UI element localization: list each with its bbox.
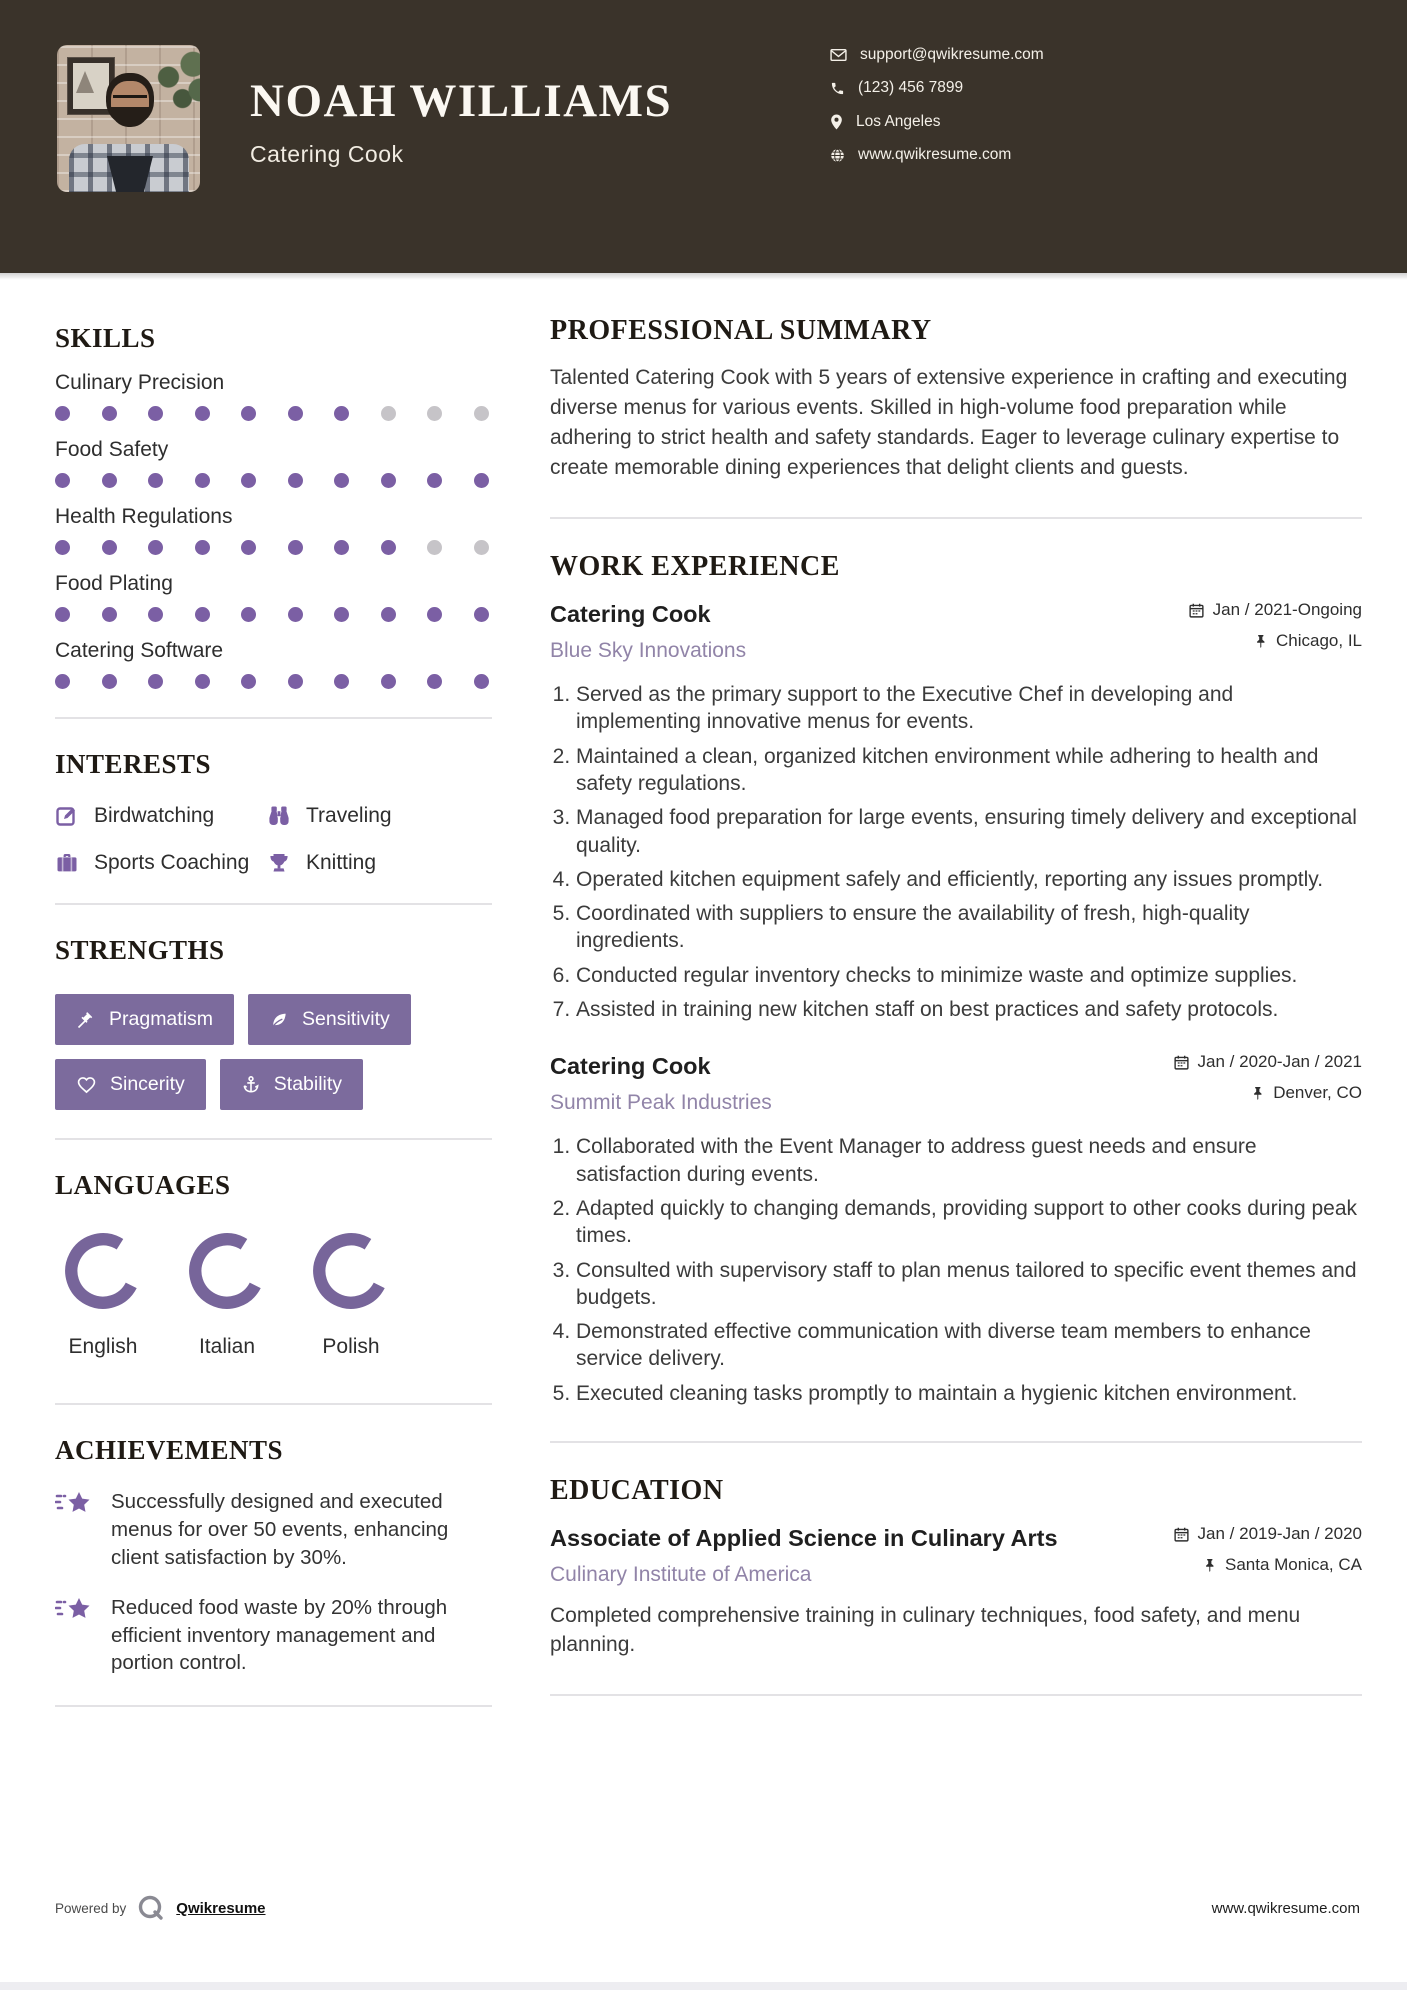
- skill-rating-dots: [55, 473, 492, 488]
- heart-icon: [76, 1075, 97, 1095]
- skill-item: Food Safety: [55, 438, 492, 488]
- job-bullet: 2. Maintained a clean, organized kitchen environment while adhering to health and safety regulations.: [576, 743, 1362, 798]
- interests-heading: INTERESTS: [55, 749, 212, 779]
- job-entry: Catering Cook Summit Peak Industries Jan / 2020-Jan / 2021 Denver, CO 1. Collaborated with the Event Manager to address guest needs and ensure satisfaction during events. 2. Adapted quickly to changing demands, providing support to other cooks during peak times. 3. Consulted with supervisory staff to plan menus tailored to specific event themes and budgets. 4. Demonstrated effective communication with diverse team members to enhance service delivery. 5. Executed cleaning tasks promptly to maintain a hygienic kitchen environment.: [550, 1053, 1362, 1407]
- education-description: Completed comprehensive training in culinary techniques, food safety, and menu planning.: [550, 1604, 1301, 1657]
- leaf-icon: [269, 1010, 289, 1030]
- shooting-star-icon: [55, 1596, 95, 1630]
- job-location: Chicago, IL: [1189, 632, 1362, 650]
- pushpin-icon: [1203, 1558, 1216, 1573]
- divider: [55, 1138, 492, 1140]
- job-bullet: 5. Coordinated with suppliers to ensure the availability of fresh, high-quality ingredients.: [576, 900, 1362, 955]
- skill-item: Health Regulations: [55, 505, 492, 555]
- footer-website[interactable]: www.qwikresume.com: [1211, 1899, 1360, 1917]
- divider: [55, 903, 492, 905]
- language-ring: [307, 1227, 395, 1315]
- interest-item: Birdwatching: [55, 804, 267, 828]
- skill-rating-dots: [55, 607, 492, 622]
- experience-heading: WORK EXPERIENCE: [550, 551, 840, 583]
- strengths-list: [55, 994, 492, 1110]
- achievement-item: Successfully designed and executed menus for over 50 events, enhancing client satisfaction by 30%.: [55, 1488, 492, 1572]
- job-bullet: 7. Assisted in training new kitchen staff on best practices and safety protocols.: [576, 996, 1362, 1023]
- globe-icon: [830, 148, 845, 163]
- phone-icon: [830, 81, 845, 96]
- language-item: English: [55, 1227, 151, 1359]
- calendar-icon: [1174, 1055, 1189, 1070]
- profile-photo: [57, 45, 200, 192]
- achievements-heading: ACHIEVEMENTS: [55, 1435, 284, 1465]
- header: [0, 0, 1407, 273]
- education-date: Jan / 2019-Jan / 2020: [1174, 1525, 1362, 1543]
- interests-list: [55, 804, 492, 875]
- location-icon: [830, 114, 843, 130]
- anchor-icon: [241, 1075, 261, 1095]
- strengths-heading: STRENGTHS: [55, 935, 225, 965]
- sidebar: [55, 273, 492, 1707]
- qwikresume-logo: [136, 1893, 166, 1923]
- job-bullet: 3. Consulted with supervisory staff to plan menus tailored to specific event themes and budgets.: [576, 1257, 1362, 1312]
- language-ring: [183, 1227, 271, 1315]
- language-item: Polish: [303, 1227, 399, 1359]
- contact-list: [830, 44, 1044, 178]
- job-location: Denver, CO: [1174, 1084, 1362, 1102]
- institution: Culinary Institute of America: [550, 1563, 812, 1586]
- divider: [55, 1705, 492, 1707]
- binoculars-icon: [267, 804, 291, 828]
- job-date: Jan / 2020-Jan / 2021: [1174, 1053, 1362, 1071]
- skill-rating-dots: [55, 406, 492, 421]
- strength-tag: Sensitivity: [248, 994, 411, 1045]
- contact-phone: (123) 456 7899: [830, 78, 1044, 99]
- education-entry: [550, 1525, 1362, 1660]
- strength-tag: Pragmatism: [55, 994, 234, 1045]
- skill-item: Food Plating: [55, 572, 492, 622]
- job-title: Catering Cook: [250, 141, 404, 167]
- degree-title: Associate of Applied Science in Culinary Arts: [550, 1525, 1058, 1551]
- skill-rating-dots: [55, 540, 492, 555]
- divider: [55, 1403, 492, 1405]
- contact-location: Los Angeles: [830, 111, 1044, 132]
- skill-item: Culinary Precision: [55, 371, 492, 421]
- job-bullet: 4. Operated kitchen equipment safely and efficiently, reporting any issues promptly.: [576, 866, 1362, 893]
- skill-item: Catering Software: [55, 639, 492, 689]
- job-bullet: 5. Executed cleaning tasks promptly to maintain a hygienic kitchen environment.: [576, 1380, 1362, 1407]
- job-bullet: 3. Managed food preparation for large events, ensuring timely delivery and exceptional quality.: [576, 804, 1362, 859]
- briefcase-icon: [55, 851, 79, 875]
- summary-heading: PROFESSIONAL SUMMARY: [550, 315, 932, 346]
- pushpin-icon: [1251, 1086, 1264, 1101]
- divider: [550, 1441, 1362, 1443]
- skill-rating-dots: [55, 674, 492, 689]
- job-bullet-list: [550, 681, 1362, 1023]
- pushpin-icon: [1254, 634, 1267, 649]
- contact-website[interactable]: www.qwikresume.com: [830, 145, 1044, 166]
- gavel-icon: [76, 1010, 96, 1030]
- interest-item: Sports Coaching: [55, 851, 267, 875]
- language-item: Italian: [179, 1227, 275, 1359]
- job-bullet: 6. Conducted regular inventory checks to minimize waste and optimize supplies.: [576, 962, 1362, 989]
- achievement-item: Reduced food waste by 20% through efficient inventory management and portion control.: [55, 1594, 492, 1678]
- strength-tag: Stability: [220, 1059, 363, 1110]
- interest-item: Traveling: [267, 804, 492, 828]
- shooting-star-icon: [55, 1490, 95, 1524]
- job-bullet-list: [550, 1133, 1362, 1407]
- summary-text: Talented Catering Cook with 5 years of extensive experience in crafting and executing diverse menus for various events. Skilled in high-volume food preparation while adhering to strict health and safety standards. Eager to leverage culinary expertise to create memorable dining experiences that delight clients and guests.: [550, 366, 1348, 480]
- job-bullet: 1. Served as the primary support to the Executive Chef in developing and implementing innovative menus for events.: [576, 681, 1362, 736]
- education-heading: EDUCATION: [550, 1475, 724, 1506]
- identity: [250, 75, 673, 168]
- language-ring: [59, 1227, 147, 1315]
- job-entry: Catering Cook Blue Sky Innovations Jan / 2021-Ongoing Chicago, IL 1. Served as the primary support to the Executive Chef in developing and implementing innovative menus for events. 2. Maintained a clean, organized kitchen environment while adhering to health and safety regulations. 3. Managed food preparation for large events, ensuring timely delivery and exceptional quality. 4. Operated kitchen equipment safely and efficiently, reporting any issues promptly. 5. Coordinated with suppliers to ensure the availability of fresh, high-quality ingredients. 6. Conducted regular inventory checks to minimize waste and optimize supplies. 7. Assisted in training new kitchen staff on best practices and safety protocols.: [550, 601, 1362, 1023]
- email-icon: [830, 48, 847, 62]
- contact-email[interactable]: support@qwikresume.com: [830, 44, 1044, 65]
- powered-by-label: Powered by: [55, 1900, 127, 1916]
- interest-item: Knitting: [267, 851, 492, 875]
- divider: [55, 717, 492, 719]
- job-date: Jan / 2021-Ongoing: [1189, 601, 1362, 619]
- page-bottom-edge: [0, 1982, 1407, 1990]
- divider: [550, 517, 1362, 519]
- calendar-icon: [1189, 603, 1204, 618]
- job-bullet: 2. Adapted quickly to changing demands, providing support to other cooks during peak times.: [576, 1195, 1362, 1250]
- skills-heading: SKILLS: [55, 323, 156, 353]
- languages-list: [55, 1227, 492, 1359]
- job-bullet: 1. Collaborated with the Event Manager to address guest needs and ensure satisfaction during events.: [576, 1133, 1362, 1188]
- trophy-icon: [267, 851, 291, 875]
- footer: [55, 1893, 1360, 1923]
- strength-tag: Sincerity: [55, 1059, 206, 1110]
- education-location: Santa Monica, CA: [1174, 1556, 1362, 1574]
- languages-heading: LANGUAGES: [55, 1170, 231, 1200]
- main-content: [550, 273, 1362, 1696]
- edit-icon: [55, 804, 79, 828]
- divider: [550, 1694, 1362, 1696]
- calendar-icon: [1174, 1527, 1189, 1542]
- job-bullet: 4. Demonstrated effective communication with diverse team members to enhance service delivery.: [576, 1318, 1362, 1373]
- person-name: NOAH WILLIAMS: [250, 75, 673, 127]
- qwikresume-link[interactable]: Qwikresume: [176, 1899, 266, 1917]
